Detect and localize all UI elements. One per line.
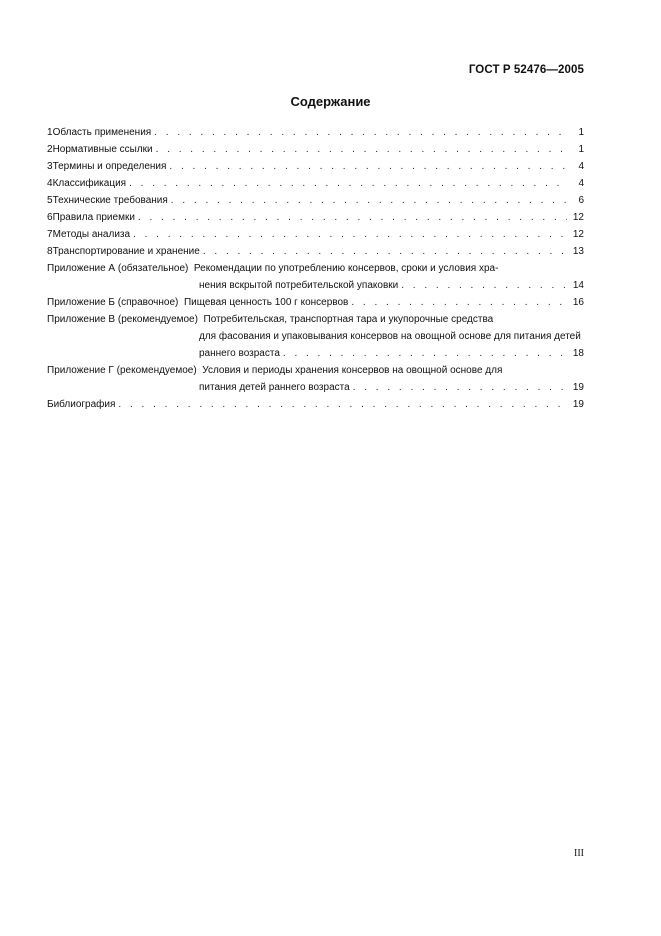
bibliography-title: Библиография [47,399,116,410]
toc-entry-number: 8 [47,246,53,257]
dot-leader [203,243,567,260]
toc-entry-title: Область применения [52,127,152,138]
toc-entry-page: 12 [572,212,584,223]
toc-entry-title: Методы анализа [52,229,131,240]
toc-appendix-b[interactable] [47,294,584,311]
appendix-title-line: Рекомендации по употреблению консервов, сроки и условия хра- [193,263,499,274]
toc-entry-title: Правила приемки [52,212,135,223]
toc-entry-page: 1 [578,127,584,138]
appendix-page: 16 [572,297,584,308]
bibliography-page: 19 [572,399,584,410]
appendix-page: 18 [572,348,584,359]
toc-entry-number: 2 [47,144,53,155]
toc-entry-page: 12 [572,229,584,240]
toc-entry-2[interactable] [47,141,584,158]
appendix-title-line: для фасования и упаковывания консервов на овощной основе для питания детей [199,331,581,342]
toc-entry-number: 7 [47,229,53,240]
appendix-prefix: Приложение А (обязательное) [47,263,189,274]
dot-leader [118,396,567,413]
toc-entry-7[interactable] [47,226,584,243]
dot-leader [171,192,567,209]
dot-leader [169,158,567,175]
toc-appendix-v[interactable] [47,311,584,362]
toc-entry-page: 6 [578,195,584,206]
appendix-title-line: Потребительская, транспортная тара и укупорочные средства [203,314,494,325]
toc-appendix-a[interactable] [47,260,584,294]
toc-entry-number: 6 [47,212,53,223]
toc-entry-page: 4 [578,178,584,189]
dot-leader [401,277,567,294]
appendix-title-line: Условия и периоды хранения консервов на овощной основе для [202,365,503,376]
appendix-prefix: Приложение В (рекомендуемое) [47,314,198,325]
toc-entry-page: 13 [572,246,584,257]
toc-entry-number: 4 [47,178,53,189]
toc-entry-page: 4 [578,161,584,172]
toc-entry-4[interactable] [47,175,584,192]
toc-entry-3[interactable] [47,158,584,175]
dot-leader [353,379,567,396]
toc-entry-title: Технические требования [52,195,168,206]
dot-leader [154,124,567,141]
dot-leader [133,226,567,243]
dot-leader [138,209,567,226]
dot-leader [156,141,567,158]
appendix-title-line: нения вскрытой потребительской упаковки [199,280,399,291]
appendix-page: 14 [572,280,584,291]
toc-entry-6[interactable] [47,209,584,226]
appendix-page: 19 [572,382,584,393]
toc-entry-number: 5 [47,195,53,206]
toc-entry-title: Транспортирование и хранение [52,246,200,257]
toc-bibliography[interactable] [47,396,584,413]
toc-entry-number: 3 [47,161,53,172]
toc-entry-title: Нормативные ссылки [52,144,153,155]
appendix-prefix: Приложение Б (справочное) [47,297,179,308]
toc-entry-title: Классификация [52,178,127,189]
toc-entry-page: 1 [578,144,584,155]
toc-appendix-g[interactable] [47,362,584,396]
toc-entry-5[interactable] [47,192,584,209]
appendix-title-line: Пищевая ценность 100 г консервов [183,297,349,308]
table-of-contents [47,124,584,413]
appendix-title-line: питания детей раннего возраста [199,382,350,393]
toc-entry-1[interactable] [47,124,584,141]
dot-leader [129,175,567,192]
appendix-prefix: Приложение Г (рекомендуемое) [47,365,197,376]
toc-title: Содержание [290,94,371,109]
toc-entry-number: 1 [47,127,53,138]
appendix-title-line: раннего возраста [199,348,280,359]
toc-entry-title: Термины и определения [52,161,167,172]
dot-leader [283,345,567,362]
document-code: ГОСТ Р 52476—2005 [468,64,584,76]
page-number: III [574,848,584,859]
toc-entry-8[interactable] [47,243,584,260]
dot-leader [351,294,567,311]
